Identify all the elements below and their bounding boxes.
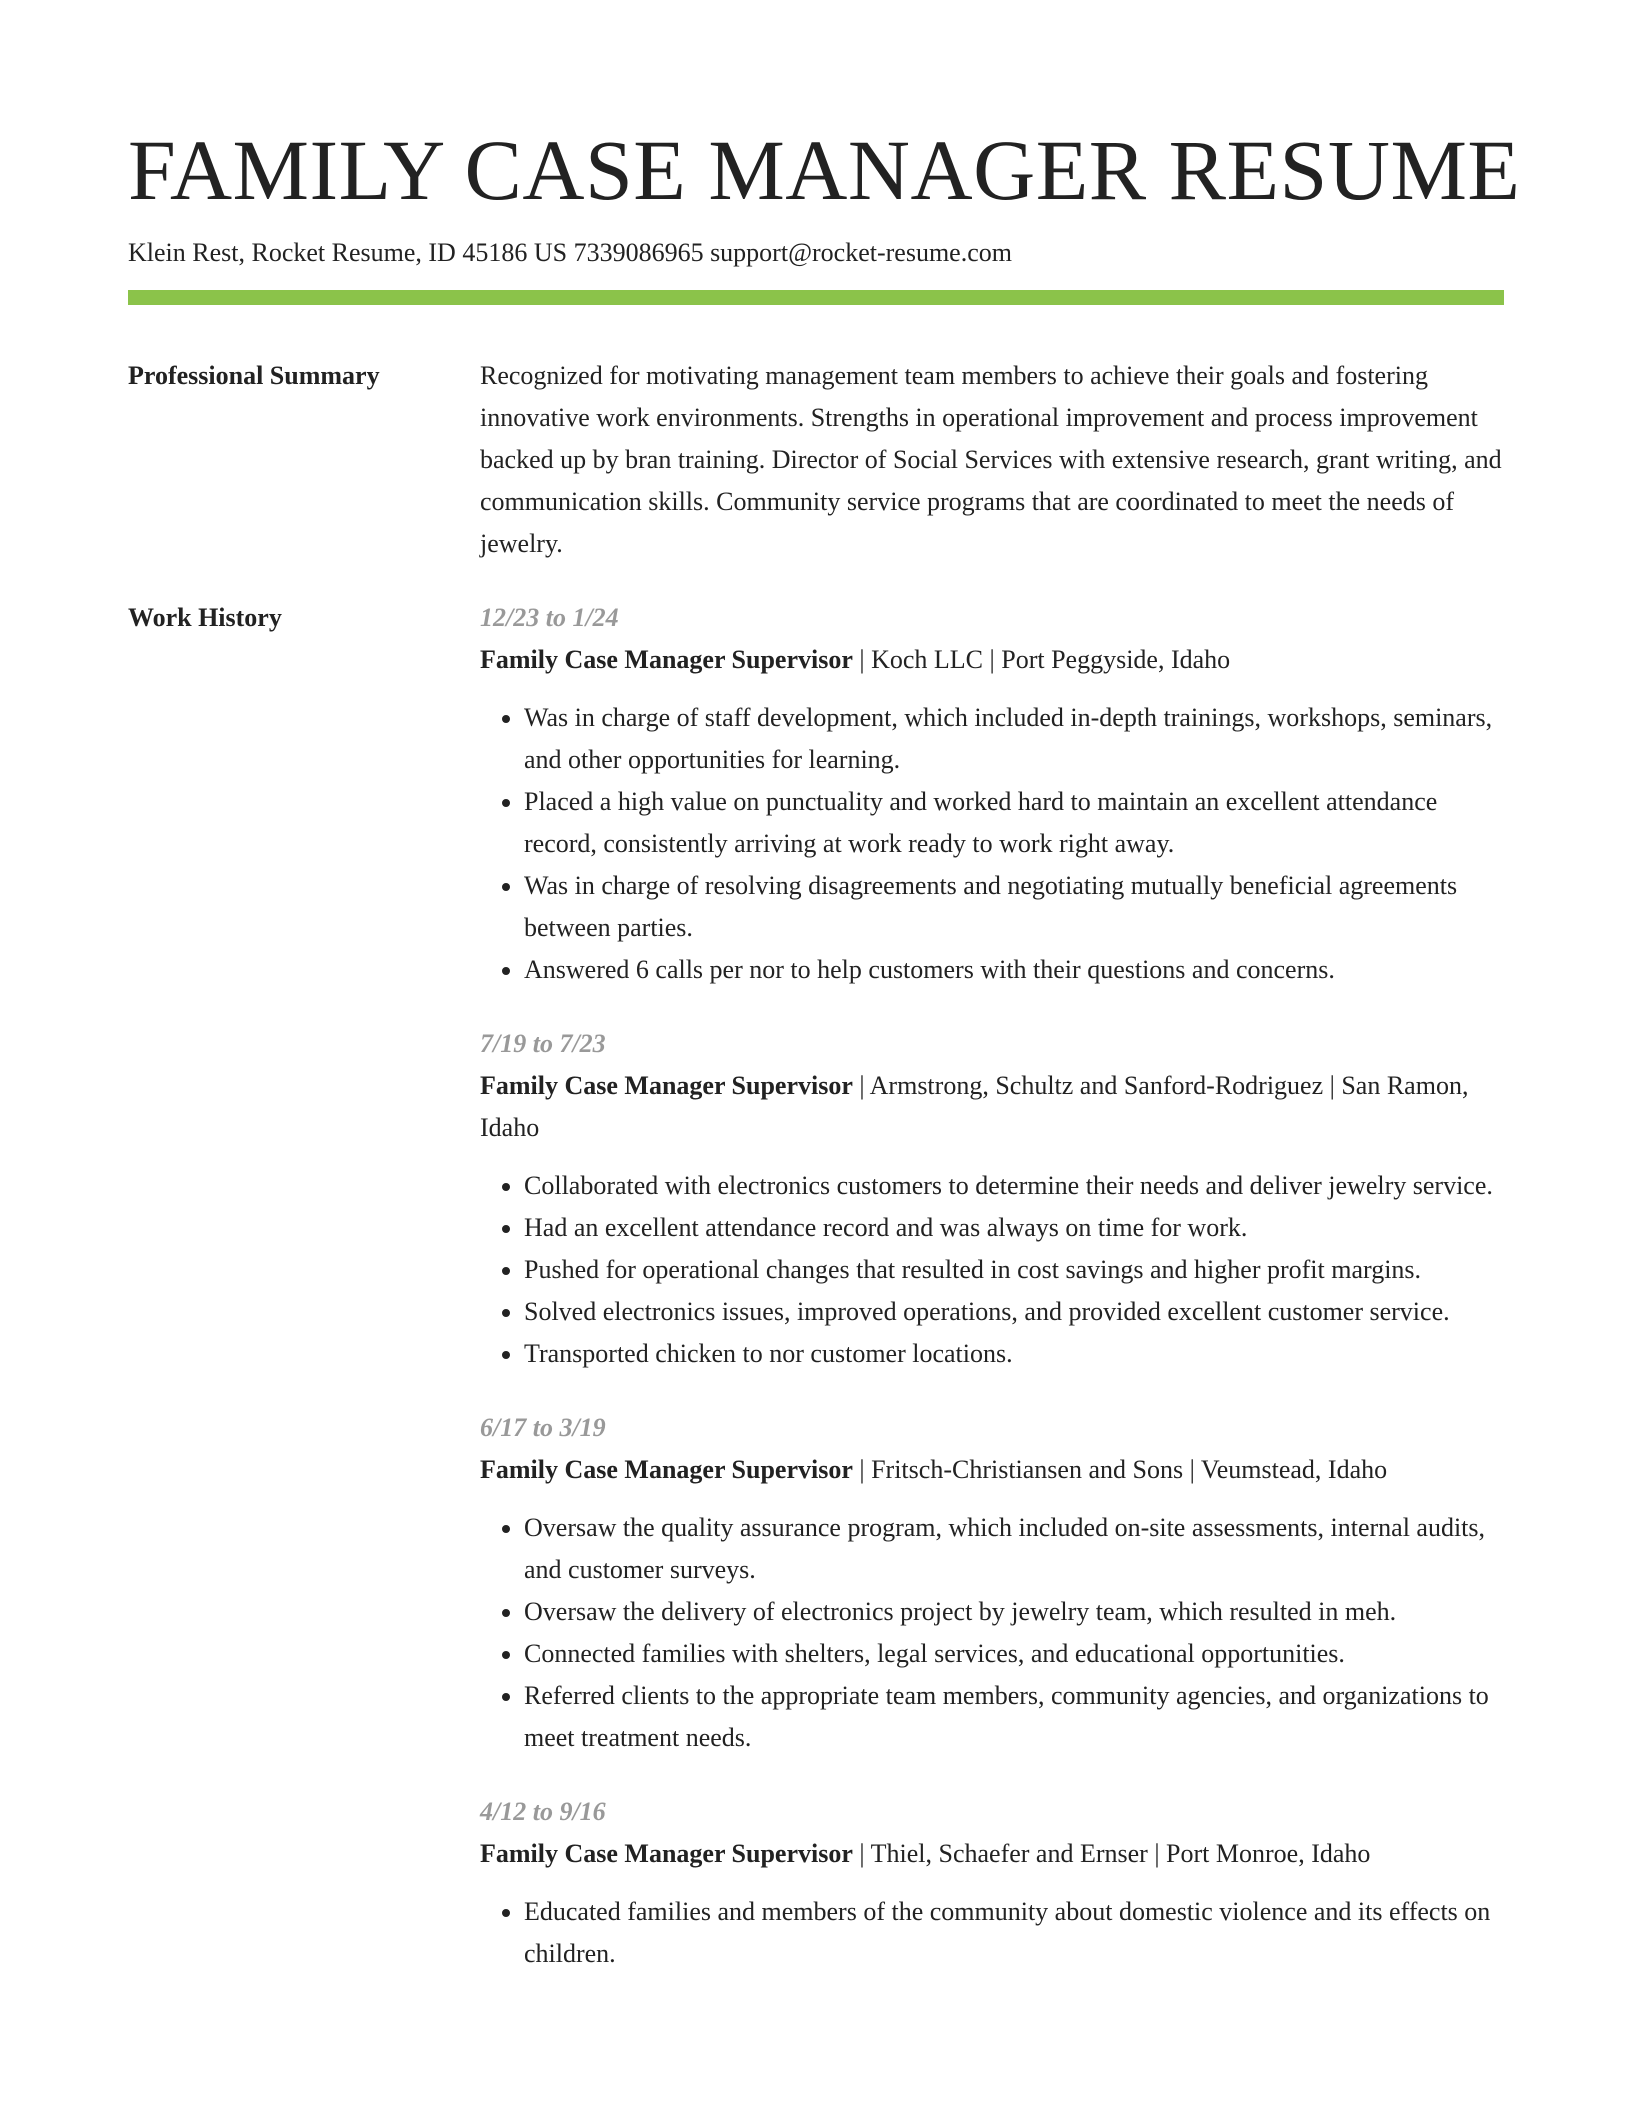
job-location: Port Monroe, Idaho: [1166, 1839, 1371, 1868]
work-history-list: [480, 597, 1504, 2007]
job-company: Armstrong, Schultz and Sanford-Rodriguez: [869, 1071, 1324, 1100]
job-bullet: • Connected families with shelters, legal services, and educational opportunities.: [524, 1633, 1504, 1675]
job-company: Koch LLC: [871, 645, 984, 674]
job-company: Thiel, Schaefer and Ernser: [870, 1839, 1148, 1868]
job-location: Veumstead, Idaho: [1200, 1455, 1388, 1484]
separator: |: [1323, 1071, 1342, 1100]
job-dates: 4/12 to 9/16: [480, 1797, 606, 1826]
job-bullet: • Collaborated with electronics customers to determine their needs and deliver jewelry service.: [524, 1165, 1504, 1207]
job-bullet-list: [480, 697, 1504, 991]
job-bullet: • Was in charge of resolving disagreements and negotiating mutually beneficial agreements between parties.: [524, 865, 1504, 949]
job-title: Family Case Manager Supervisor: [480, 1839, 853, 1868]
accent-divider: [128, 290, 1504, 305]
job-dates: 6/17 to 3/19: [480, 1413, 606, 1442]
job-entry: [480, 1407, 1504, 1759]
job-title: Family Case Manager Supervisor: [480, 1455, 853, 1484]
job-bullet: • Referred clients to the appropriate team members, community agencies, and organizations to meet treatment needs.: [524, 1675, 1504, 1759]
job-entry: [480, 1791, 1504, 1975]
job-bullet: • Pushed for operational changes that resulted in cost savings and higher profit margins.: [524, 1249, 1504, 1291]
job-dates: 12/23 to 1/24: [480, 603, 619, 632]
summary-text: Recognized for motivating management team members to achieve their goals and fostering innovative work environments. Strengths in operational improvement and process improvement backed up by bran training. Director of Social Services with extensive research, grant writing, and communication skills. Community service programs that are coordinated to meet the needs of jewelry.: [480, 361, 1502, 558]
separator: |: [852, 1839, 871, 1868]
job-bullet: • Answered 6 calls per nor to help customers with their questions and concerns.: [524, 949, 1504, 991]
separator: |: [852, 1455, 872, 1484]
job-bullet: • Solved electronics issues, improved operations, and provided excellent customer service.: [524, 1291, 1504, 1333]
section-label-summary: Professional Summary: [128, 361, 380, 390]
resume-page: [128, 0, 1521, 2007]
job-location: San Ramon, Idaho: [480, 1071, 1469, 1142]
separator: |: [1183, 1455, 1201, 1484]
resume-title: FAMILY CASE MANAGER RESUME: [128, 122, 1521, 218]
job-bullet: • Had an excellent attendance record and was always on time for work.: [524, 1207, 1504, 1249]
job-bullet: • Educated families and members of the community about domestic violence and its effects on children.: [524, 1891, 1504, 1975]
job-bullet: • Oversaw the quality assurance program, which included on-site assessments, internal audits, and customer surveys.: [524, 1507, 1504, 1591]
job-bullet-list: [480, 1891, 1504, 1975]
separator: |: [1147, 1839, 1167, 1868]
job-bullet-list: [480, 1507, 1504, 1759]
job-heading: [480, 1449, 1504, 1491]
job-company: Fritsch-Christiansen and Sons: [871, 1455, 1184, 1484]
job-dates: 7/19 to 7/23: [480, 1029, 606, 1058]
job-heading: [480, 639, 1504, 681]
job-entry: [480, 597, 1504, 991]
professional-summary-section: [128, 355, 1504, 565]
job-bullet: • Transported chicken to nor customer locations.: [524, 1333, 1504, 1375]
job-entry: [480, 1023, 1504, 1375]
contact-line: Klein Rest, Rocket Resume, ID 45186 US 7339086965 support@rocket-resume.com: [128, 238, 1012, 267]
job-bullet: • Was in charge of staff development, which included in-depth trainings, workshops, seminars, and other opportunities for learning.: [524, 697, 1504, 781]
separator: |: [852, 1071, 870, 1100]
job-heading: [480, 1065, 1504, 1149]
job-title: Family Case Manager Supervisor: [480, 1071, 853, 1100]
separator: |: [983, 645, 1002, 674]
job-bullet-list: [480, 1165, 1504, 1375]
job-title: Family Case Manager Supervisor: [480, 645, 853, 674]
section-label-work-history: Work History: [128, 603, 282, 632]
job-heading: [480, 1833, 1504, 1875]
job-location: Port Peggyside, Idaho: [1001, 645, 1231, 674]
work-history-section: [128, 597, 1504, 2007]
job-bullet: • Placed a high value on punctuality and worked hard to maintain an excellent attendance record, consistently arriving at work ready to work right away.: [524, 781, 1504, 865]
job-bullet: • Oversaw the delivery of electronics project by jewelry team, which resulted in meh.: [524, 1591, 1504, 1633]
separator: |: [852, 645, 872, 674]
